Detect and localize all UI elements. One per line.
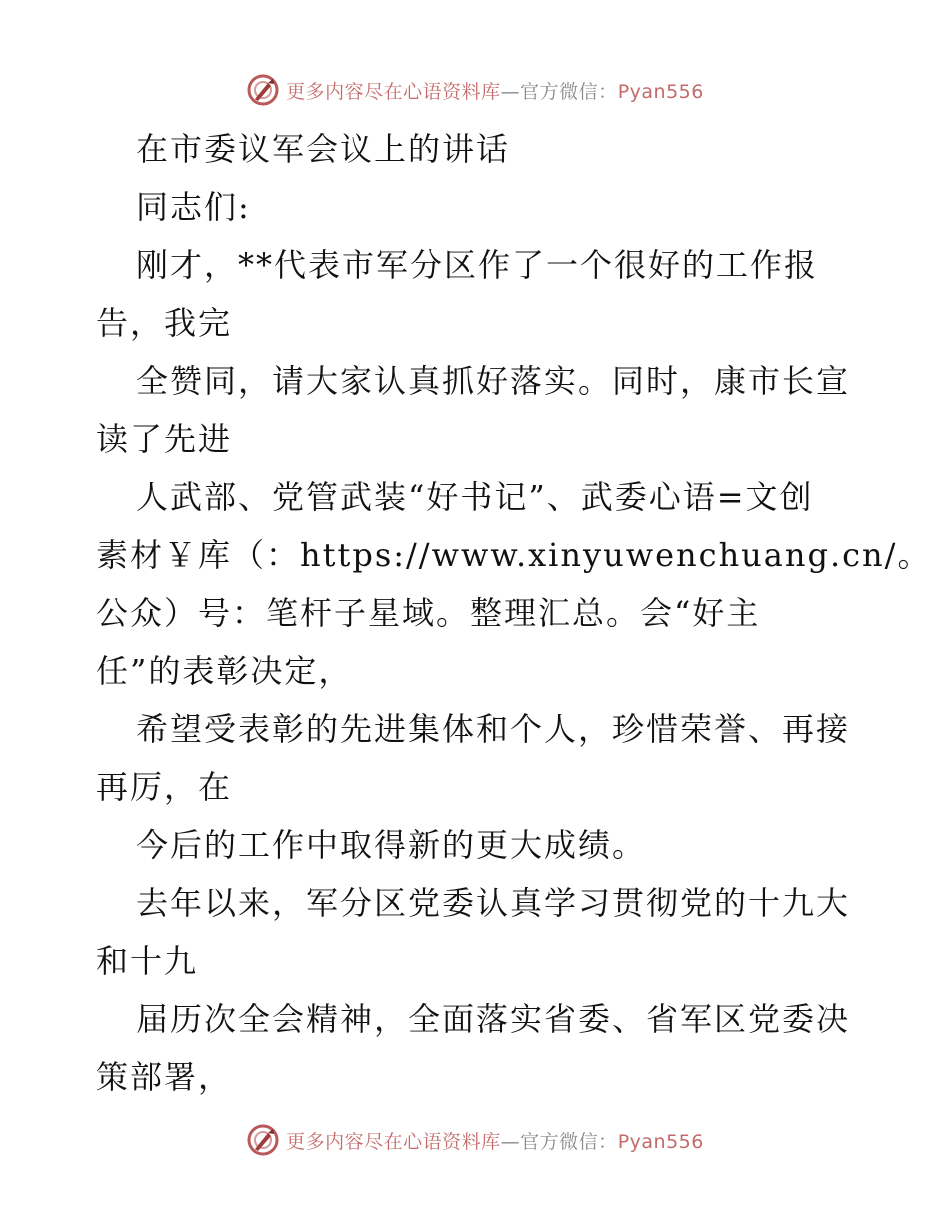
paragraph-line: 刚才，**代表市军分区作了一个很好的工作报: [136, 246, 819, 284]
footer-wechat-label: 官方微信：: [520, 1130, 618, 1153]
paragraph-line: 全赞同，请大家认真抓好落实。同时，康市长宣: [136, 362, 851, 400]
paragraph-line: 和十九: [96, 942, 199, 980]
paragraph-line: 届历次全会精神，全面落实省委、省军区党委决: [136, 1000, 851, 1038]
paragraph-line: 公众）号：笔杆子星域。整理汇总。会“好主: [96, 594, 761, 632]
document-title: 在市委议军会议上的讲话: [136, 130, 511, 168]
header-separator: —: [500, 80, 521, 103]
paragraph-line: 希望受表彰的先进集体和个人，珍惜荣誉、再接: [136, 710, 851, 748]
paragraph-line: 策部署，: [96, 1058, 233, 1096]
footer-separator: —: [500, 1130, 521, 1153]
paragraph-line: 今后的工作中取得新的更大成绩。: [136, 826, 647, 864]
paragraph-line: 再厉，在: [96, 768, 233, 806]
paragraph-line: 素材￥库（：https://www.xinyuwenchuang.cn/。: [96, 536, 932, 574]
footer-watermark-banner: [0, 1120, 950, 1160]
paragraph-line: 人武部、党管武装“好书记”、武委心语=文创: [136, 478, 814, 516]
footer-brand-text: 更多内容尽在心语资料库: [286, 1130, 501, 1153]
pen-logo-icon: [246, 1123, 280, 1157]
paragraph-line: 去年以来，军分区党委认真学习贯彻党的十九大: [136, 884, 851, 922]
paragraph-line: 任”的表彰决定，: [96, 652, 353, 690]
document-body: [96, 120, 932, 1106]
footer-wechat-id: Pyan556: [617, 1130, 704, 1153]
header-wechat-id: Pyan556: [617, 80, 704, 103]
paragraph-line: 告，我完: [96, 304, 233, 342]
header-wechat-label: 官方微信：: [520, 80, 618, 103]
pen-logo-icon: [246, 73, 280, 107]
header-brand-text: 更多内容尽在心语资料库: [286, 80, 501, 103]
header-watermark-banner: [0, 70, 950, 110]
footer-banner-text: [286, 1127, 704, 1154]
header-banner-text: [286, 77, 704, 104]
salutation: 同志们:: [136, 188, 251, 226]
paragraph-line: 读了先进: [96, 420, 233, 458]
